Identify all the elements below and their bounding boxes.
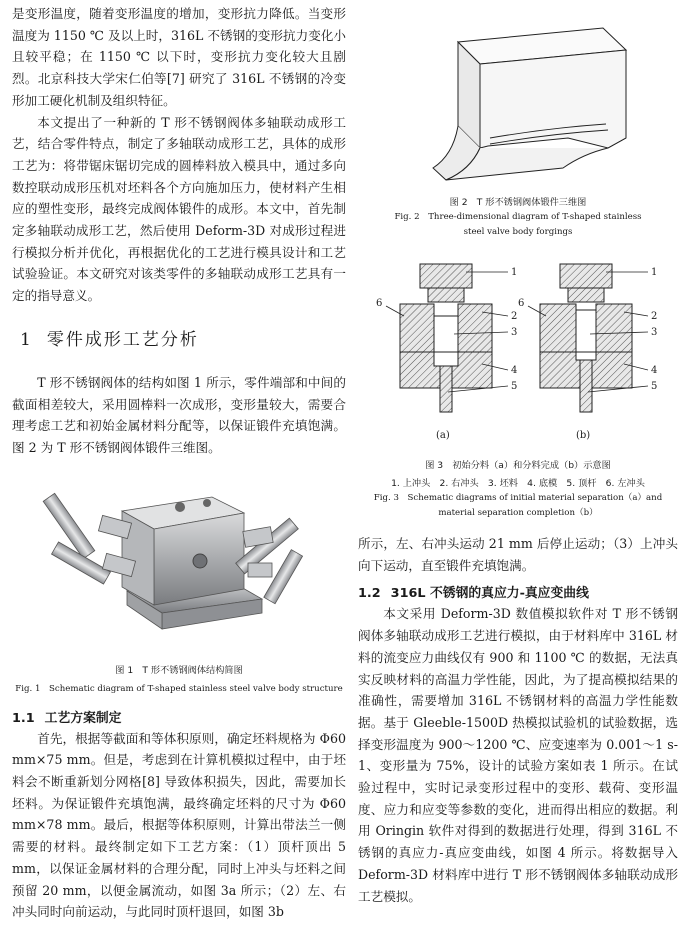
section-1-number: 1: [20, 329, 33, 350]
figure-1-caption-cn: 图 1 T 形不锈钢阀体结构简图: [115, 664, 243, 676]
section-1-heading: [20, 325, 346, 350]
fig3-b-label-1: 1: [651, 267, 658, 278]
section-1-title: 零件成形工艺分析: [46, 329, 199, 350]
fig3-b-label-2: 2: [651, 311, 658, 322]
paragraph-top: 是变形温度，随着变形温度的增加，变形抗力降低。当变形温度为 1150 ℃ 及以上时，316L 不锈钢的变形抗力变化小且较平稳；在 1150 ℃ 以下时，变形抗力变化较大且剧烈。北京科技大学宋仁伯等[7] 研究了 316L 不锈钢的冷变形加工硬化机制及组织特征。: [12, 6, 346, 108]
fig3-b-label-3: 3: [651, 327, 658, 338]
forging-3d-drawing: [358, 20, 678, 190]
fig3-a-label-1: 1: [511, 267, 518, 278]
fig3-a-label-2: 2: [511, 311, 518, 322]
fig3-a-label-6: 6: [376, 298, 383, 309]
figure-1: [12, 471, 346, 656]
figure-3: [358, 254, 678, 459]
subsection-1-2-title: 316L 不锈钢的真应力-真应变曲线: [390, 586, 589, 602]
subsection-1-1-heading: [12, 707, 346, 726]
subsection-1-2-heading: [358, 582, 678, 601]
material-separation-schematic: [358, 254, 678, 459]
fig3-a-label-3: 3: [511, 327, 518, 338]
fig3-sublabel-a: (a): [436, 430, 450, 441]
figure-3-caption-en: Fig. 3 Schematic diagrams of initial material separation（a）and material separation completion（b）: [373, 493, 663, 518]
figure-3-legend: 1. 上冲头 2. 右冲头 3. 坯料 4. 底模 5. 顶杆 6. 左冲头: [391, 478, 645, 489]
figure-2-caption-cn: 图 2 T 形不锈钢阀体锻件三维图: [449, 197, 587, 208]
fig3-sublabel-b: (b): [576, 430, 591, 441]
figure-3-caption-cn: 图 3 初始分料（a）和分料完成（b）示意图: [425, 460, 611, 471]
paragraph-section-1: T 形不锈钢阀体的结构如图 1 所示，零件端部和中间的截面相差较大，采用圆棒料一次成形，变形量较大，需要合理考虑工艺和初始金属材料分配等，以保证锻件充填饱满。图 2 为 T 形不锈钢阀体锻件三维图。: [12, 374, 346, 455]
fig3-b-label-6: 6: [518, 298, 525, 309]
paragraph-intro: 本文提出了一种新的 T 形不锈钢阀体多轴联动成形工艺，结合零件特点，制定了多轴联动成形工艺，具体的成形工艺为：将带锯床锯切完成的圆棒料放入模具中，通过多向数控联动成形压机对坯料各个方向施加压力，使材料产生相应的塑性变形，最终完成阀体锻件的成形。本文中，首先制定多轴联动成形工艺，然后使用 Deform-3D 对成形过程进行模拟分析并优化，再根据优化的工艺进行模具设计和工艺试验验证。本文研究对该类零件的多轴联动成形工艺具有一定的指导意义。: [12, 114, 346, 304]
figure-2: [358, 20, 678, 190]
fig3-b-label-5: 5: [651, 381, 658, 392]
left-column: [12, 0, 346, 923]
schematic-b: [540, 264, 632, 412]
subsection-1-1-title: 工艺方案制定: [44, 710, 122, 726]
subsection-1-1-number: 1.1: [12, 710, 35, 726]
subsection-1-2-number: 1.2: [358, 586, 381, 602]
figure-1-caption-en: Fig. 1 Schematic diagram of T-shaped stainless steel valve body structure: [15, 683, 343, 694]
fig3-b-label-4: 4: [651, 365, 658, 376]
figure-2-caption-en: Fig. 2 Three-dimensional diagram of T-shaped stainless steel valve body forgings: [394, 212, 642, 237]
fig3-a-label-5: 5: [511, 381, 518, 392]
right-column: [358, 0, 678, 907]
paragraph-continuation: 所示，左、右冲头运动 21 mm 后停止运动；（3）上冲头向下运动，直至锻件充填饱满。: [358, 536, 678, 573]
fig3-a-label-4: 4: [511, 365, 518, 376]
valve-body-photo: [12, 471, 346, 656]
paragraph-subsection-1-1: 首先，根据等截面和等体积原则，确定坯料规格为 Φ60 mm×75 mm。但是，考虑到在计算机模拟过程中，由于坯料会不断重新划分网格[8] 导致体积损失，因此，需要加长坯料。为保证锻件充填饱满，最终确定坯料的尺寸为 Φ60 mm×78 mm。最后，根据等体积原则，计算出带法兰一侧需要的材料。最终制定如下工艺方案：（1）顶杆顶出 5 mm，以保证金属材料的合理分配，同时上冲头与坯料之间预留 20 mm，以便金属流动，如图 3a 所示；（2）左、右冲头同时向前运动，与此同时顶杆退回，如图 3b: [12, 730, 346, 920]
paragraph-subsection-1-2: 本文采用 Deform-3D 数值模拟软件对 T 形不锈钢阀体多轴联动成形工艺进行模拟，由于材料库中 316L 材料的流变应力曲线仅有 900 和 1100 ℃ 的数据，无法真实反映材料的高温力学性能，因此，为了提高模拟结果的准确性，需要增加 316L 不锈钢材料的高温力学性能数据。基于 Gleeble-1500D 热模拟试验机的试验数据，选择变形温度为 900～1200 ℃、应变速率为 0.001～1 s-1、变形量为 75%，设计的试验方案如表 1 所示。在试验过程中，实时记录变形过程中的变形、载荷、变形温度、应力和应变等参数的变化，进而得出相应的数据。利用 Oringin 软件对得到的数据进行处理，得到 316L 不锈钢的真应力-真应变曲线，如图 4 所示。将数据导入 Deform-3D 材料库中进行 T 形不锈钢阀体多轴联动成形工艺模拟。: [358, 606, 678, 904]
schematic-a: [400, 264, 492, 412]
